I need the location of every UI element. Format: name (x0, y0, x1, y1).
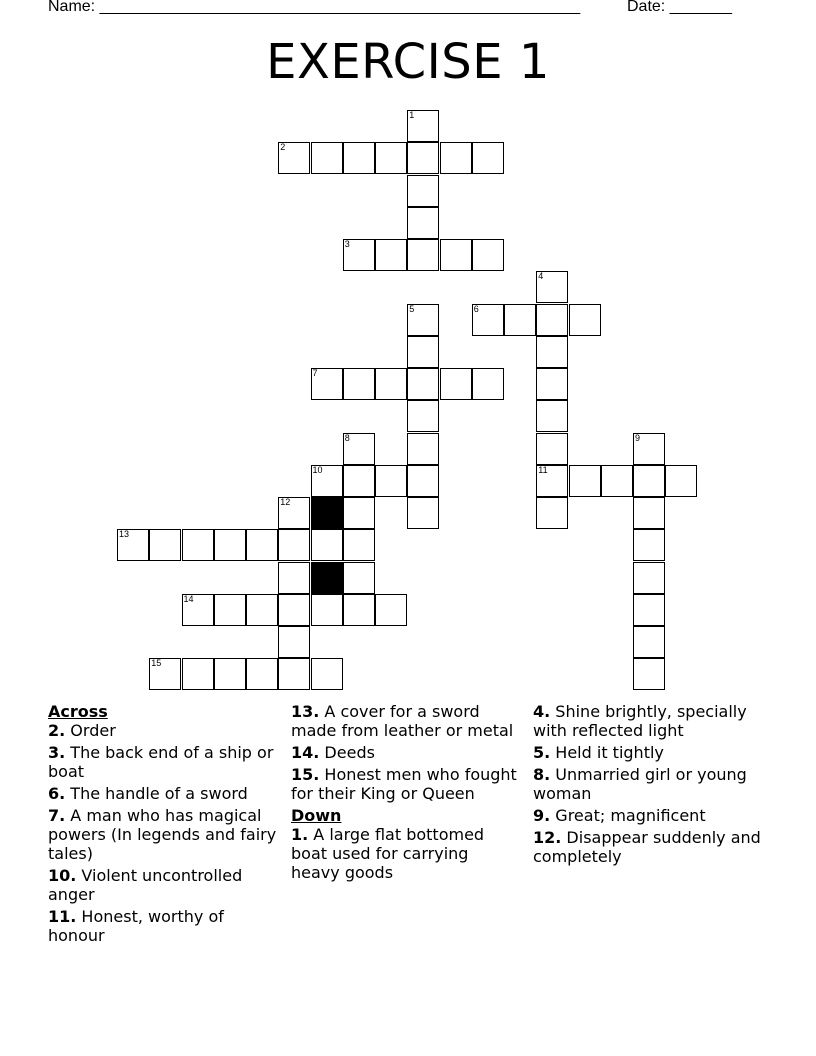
grid-cell[interactable] (633, 465, 665, 497)
grid-cell[interactable] (375, 594, 407, 626)
clue-item (533, 806, 773, 825)
grid-cell[interactable] (311, 368, 343, 400)
clue-number: 11. (48, 907, 77, 926)
grid-cell[interactable] (407, 142, 439, 174)
cell-number: 8 (344, 432, 350, 443)
clue-number: 12. (533, 828, 562, 847)
clue-text: The back end of a ship or boat (48, 743, 274, 781)
clue-text: Order (65, 721, 116, 740)
grid-cell[interactable] (440, 239, 472, 271)
grid-block (311, 562, 343, 594)
grid-cell[interactable] (601, 465, 633, 497)
clue-item (533, 702, 773, 740)
grid-cell[interactable] (407, 400, 439, 432)
clue-item (291, 765, 521, 803)
name-line: Name: ______________________________________________________ (48, 0, 581, 15)
clue-column-1 (48, 702, 283, 948)
clue-text: Honest men who fought for their King or Queen (291, 765, 517, 803)
grid-cell[interactable] (633, 562, 665, 594)
cell-number: 2 (280, 142, 286, 153)
clue-number: 7. (48, 806, 66, 825)
grid-cell[interactable] (536, 271, 568, 303)
grid-cell[interactable] (375, 142, 407, 174)
cell-number: 15 (151, 658, 162, 669)
grid-cell[interactable] (149, 658, 181, 690)
grid-cell[interactable] (536, 368, 568, 400)
grid-cell[interactable] (407, 433, 439, 465)
clue-item (48, 721, 283, 740)
grid-cell[interactable] (536, 433, 568, 465)
cell-number: 6 (473, 303, 479, 314)
grid-cell[interactable] (536, 336, 568, 368)
clue-number: 9. (533, 806, 551, 825)
grid-cell[interactable] (278, 658, 310, 690)
clue-number: 13. (291, 702, 320, 721)
grid-cell[interactable] (407, 304, 439, 336)
grid-cell[interactable] (440, 142, 472, 174)
grid-cell[interactable] (246, 529, 278, 561)
clue-text: Held it tightly (550, 743, 664, 762)
cell-number: 9 (635, 432, 641, 443)
clue-text: A cover for a sword made from leather or metal (291, 702, 514, 740)
grid-cell[interactable] (311, 529, 343, 561)
cell-number: 7 (312, 368, 318, 378)
grid-cell[interactable] (472, 239, 504, 271)
down-heading: Down (291, 806, 342, 825)
clue-number: 2. (48, 721, 66, 740)
cell-number: 12 (280, 497, 291, 507)
grid-cell[interactable] (278, 497, 310, 529)
grid-cell[interactable] (149, 529, 181, 561)
clue-number: 15. (291, 765, 320, 784)
grid-cell[interactable] (407, 336, 439, 368)
clue-item (533, 828, 773, 866)
grid-cell[interactable] (311, 658, 343, 690)
grid-cell[interactable] (472, 142, 504, 174)
cell-number: 14 (183, 593, 194, 604)
grid-cell[interactable] (633, 658, 665, 690)
grid-cell[interactable] (246, 658, 278, 690)
grid-cell[interactable] (343, 433, 375, 465)
clue-number: 1. (291, 825, 309, 844)
clue-number: 8. (533, 765, 551, 784)
grid-cell[interactable] (665, 465, 697, 497)
grid-cell[interactable] (407, 110, 439, 142)
grid-cell[interactable] (311, 142, 343, 174)
grid-cell[interactable] (633, 433, 665, 465)
grid-cell[interactable] (182, 658, 214, 690)
grid-cell[interactable] (633, 626, 665, 658)
grid-cell[interactable] (278, 626, 310, 658)
clue-text: The handle of a sword (65, 784, 248, 803)
clue-column-3 (533, 702, 773, 869)
grid-cell[interactable] (375, 368, 407, 400)
grid-cell[interactable] (278, 594, 310, 626)
grid-cell[interactable] (278, 529, 310, 561)
grid-cell[interactable] (311, 465, 343, 497)
clue-item (291, 743, 521, 762)
grid-cell[interactable] (246, 594, 278, 626)
grid-cell[interactable] (375, 239, 407, 271)
cell-number: 3 (344, 239, 350, 249)
grid-cell[interactable] (343, 497, 375, 529)
grid-cell[interactable] (536, 304, 568, 336)
cell-number: 10 (312, 464, 323, 475)
grid-cell[interactable] (407, 497, 439, 529)
clue-text: A large flat bottomed boat used for carrying heavy goods (291, 825, 485, 882)
grid-cell[interactable] (343, 368, 375, 400)
grid-cell[interactable] (440, 368, 472, 400)
cell-number: 4 (538, 271, 544, 282)
clue-item (48, 866, 283, 904)
grid-cell[interactable] (375, 465, 407, 497)
clue-text: Disappear suddenly and completely (533, 828, 761, 866)
grid-cell[interactable] (536, 465, 568, 497)
clue-text: Deeds (319, 743, 375, 762)
grid-cell[interactable] (214, 594, 246, 626)
grid-cell[interactable] (343, 594, 375, 626)
clue-number: 5. (533, 743, 551, 762)
grid-cell[interactable] (569, 465, 601, 497)
clue-item (48, 743, 283, 781)
clue-text: Unmarried girl or young woman (533, 765, 747, 803)
grid-cell[interactable] (214, 529, 246, 561)
clue-text: Violent uncontrolled anger (48, 866, 243, 904)
grid-cell[interactable] (407, 207, 439, 239)
grid-cell[interactable] (633, 529, 665, 561)
grid-cell[interactable] (633, 594, 665, 626)
grid-cell[interactable] (343, 529, 375, 561)
grid-cell[interactable] (214, 658, 246, 690)
clue-text: Honest, worthy of honour (48, 907, 224, 945)
cell-number: 1 (409, 110, 415, 120)
grid-cell[interactable] (407, 239, 439, 271)
grid-cell[interactable] (407, 368, 439, 400)
grid-cell[interactable] (311, 594, 343, 626)
grid-cell[interactable] (536, 497, 568, 529)
grid-cell[interactable] (182, 529, 214, 561)
grid-cell[interactable] (278, 562, 310, 594)
grid-cell[interactable] (407, 175, 439, 207)
grid-cell[interactable] (504, 304, 536, 336)
clue-number: 4. (533, 702, 551, 721)
grid-cell[interactable] (182, 594, 214, 626)
grid-cell[interactable] (569, 304, 601, 336)
clue-column-2 (291, 702, 521, 885)
grid-cell[interactable] (343, 142, 375, 174)
clue-item (533, 743, 773, 762)
clue-item (48, 806, 283, 863)
clue-number: 6. (48, 784, 66, 803)
across-heading: Across (48, 702, 108, 721)
grid-cell[interactable] (343, 562, 375, 594)
grid-cell[interactable] (343, 239, 375, 271)
cell-number: 11 (538, 464, 548, 475)
grid-cell[interactable] (472, 368, 504, 400)
clue-item (533, 765, 773, 803)
grid-cell[interactable] (407, 465, 439, 497)
clue-text: Great; magnificent (550, 806, 706, 825)
clue-text: Shine brightly, specially with reflected light (533, 702, 747, 740)
cell-number: 13 (119, 529, 130, 540)
clue-number: 14. (291, 743, 320, 762)
cell-number: 5 (409, 303, 415, 314)
date-line: Date: _______ (627, 0, 732, 15)
clue-number: 3. (48, 743, 66, 762)
clue-item (291, 702, 521, 740)
clue-item (48, 907, 283, 945)
worksheet-title: EXERCISE 1 (266, 34, 550, 90)
grid-cell[interactable] (536, 400, 568, 432)
grid-cell[interactable] (343, 465, 375, 497)
grid-block (311, 497, 343, 529)
grid-cell[interactable] (278, 142, 310, 174)
clue-item (291, 825, 521, 882)
grid-cell[interactable] (472, 304, 504, 336)
grid-cell[interactable] (633, 497, 665, 529)
clue-number: 10. (48, 866, 77, 885)
grid-cell[interactable] (117, 529, 149, 561)
clue-item (48, 784, 283, 803)
clue-text: A man who has magical powers (In legends and fairy tales) (48, 806, 277, 863)
